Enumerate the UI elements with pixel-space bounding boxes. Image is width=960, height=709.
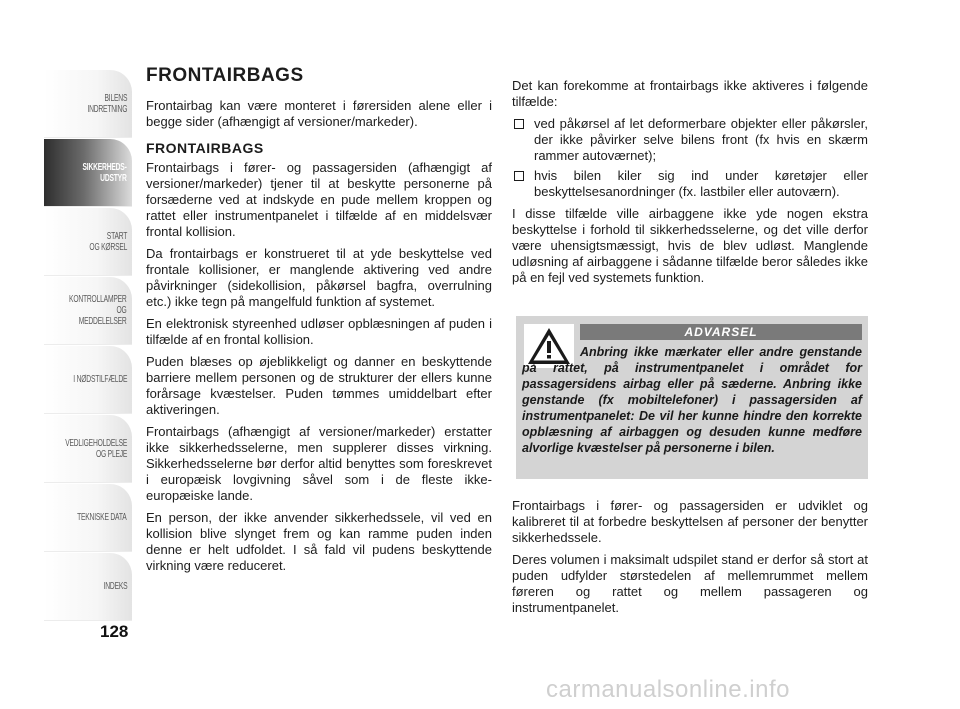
- body-paragraph: Deres volumen i maksimalt udspilet stand er derfor så stort at puden udfylder størstedelen af mellemrummet mellem føreren og rattet og mellem passageren og instrumentpanelet.: [512, 552, 868, 615]
- right-column: [512, 78, 868, 292]
- body-paragraph: En person, der ikke anvender sikkerhedssele, vil ved en kollision blive slynget frem og kan ramme puden inden denne er helt udfoldet. I så fald vil pudens beskyttende virkning være reduceret.: [146, 510, 492, 573]
- body-paragraph: Da frontairbags er konstrueret til at yde beskyttelse ved frontale kollisioner, er manglende aktivering ved andre påvirkninger (sidekollision, påkørsel bagfra, overrulning etc.) ikke tegn på mangelfuld funktion af systemet.: [146, 246, 492, 309]
- watermark: carmanualsonline.info: [546, 676, 790, 703]
- body-paragraph: En elektronisk styreenhed udløser opblæsningen af puden i tilfælde af en frontal kollision.: [146, 316, 492, 347]
- list-item: [512, 116, 868, 164]
- list-item-text: ved påkørsel af let deformerbare objekter eller påkørsler, der ikke påvirker selve bilens front (fx hvis en skærm rammer autoværnet);: [534, 116, 868, 163]
- warning-label: ADVARSEL: [580, 324, 862, 340]
- tab-label-line1: VEDLIGEHOLDELSE: [64, 437, 127, 449]
- tab-vedligeholdelse[interactable]: [44, 415, 132, 483]
- right-paragraph: I disse tilfælde ville airbaggene ikke yde nogen ekstra beskyttelse i forhold til sikkerhedsselerne, og det ville derfor være uhensigtsmæssigt, hvis de blev udløst. Manglende udløsning af airbaggene i sådanne tilfælde beror således ikke på en fejl ved systemets funktion.: [512, 206, 868, 285]
- right-column-bottom: [512, 498, 868, 622]
- tab-label-line1: I NØDSTILFÆLDE: [73, 374, 127, 385]
- chapter-tabs: [44, 70, 132, 622]
- page-number: 128: [100, 622, 129, 641]
- tab-sikkerhedsudstyr[interactable]: [44, 139, 132, 207]
- intro-paragraph: Frontairbag kan være monteret i førersiden alene eller i begge sider (afhængigt af versioner/markeder).: [146, 98, 492, 129]
- tab-label-line1: START: [106, 230, 127, 242]
- list-item: [512, 168, 868, 200]
- body-paragraph: Frontairbags i fører- og passagersiden er udviklet og kalibreret til at forbedre beskyttelsen af personer der benytter sikkerhedssele.: [512, 498, 868, 545]
- checkbox-icon: [514, 171, 524, 181]
- section-title: FRONTAIRBAGS: [146, 65, 304, 86]
- warning-text: Anbring ikke mærkater eller andre genstande på rattet, på instrumentpanelet i området for passagersidens airbag eller på sæderne. Anbring ikke genstande (fx mobiltelefoner) i passagersiden af instrumentpanelet: De vil her kunne hindre den korrekte opblæsning af airbaggen og desuden kunne medføre alvorlige kvæstelser på personerne i bilen.: [522, 345, 862, 455]
- list-item-text: hvis bilen kiler sig ind under køretøjer eller beskyttelsesanordninger (fx. lastbiler eller autoværn).: [534, 168, 868, 199]
- tab-indeks[interactable]: [44, 553, 132, 621]
- tab-bilens-indretning[interactable]: [44, 70, 132, 138]
- tab-label-line2: UDSTYR: [100, 172, 127, 184]
- tab-label-line1: KONTROLLAMPER: [69, 294, 127, 305]
- subheading: FRONTAIRBAGS: [146, 140, 264, 156]
- tab-kontrollamper[interactable]: [44, 277, 132, 345]
- warning-box: [516, 316, 868, 479]
- bullet-list: [512, 116, 868, 200]
- tab-tekniske-data[interactable]: [44, 484, 132, 552]
- tab-label-line1: BILENS: [104, 92, 127, 104]
- tab-label-line2: OG MEDDELELSER: [79, 305, 127, 327]
- tab-label-line1: INDEKS: [103, 581, 127, 592]
- tab-label-line2: OG PLEJE: [95, 448, 127, 460]
- tab-label-line2: OG KØRSEL: [89, 241, 127, 253]
- left-column: [146, 65, 492, 580]
- tab-i-nodstilfaelde[interactable]: [44, 346, 132, 414]
- tab-label-line2: INDRETNING: [87, 103, 127, 115]
- body-paragraph: Frontairbags i fører- og passagersiden (afhængigt af versioner/markeder) tjener til at beskytte personerne på forsæderne ved at indskyde en pude mellem kroppen og rattet eller instrumentpanelet i tilfælde af en middelsvær frontal kollision.: [146, 160, 492, 239]
- body-paragraph: Frontairbags (afhængigt af versioner/markeder) erstatter ikke sikkerhedsselerne, men supplerer disses virkning. Sikkerhedsselerne bør derfor altid benyttes som foreskrevet i europæisk lovgivning såvel som i de fleste ikke-europæiske lande.: [146, 424, 492, 503]
- tab-start-og-korsel[interactable]: [44, 208, 132, 276]
- right-intro: Det kan forekomme at frontairbags ikke aktiveres i følgende tilfælde:: [512, 78, 868, 109]
- body-paragraph: Puden blæses op øjeblikkeligt og danner en beskyttende barriere mellem personen og de strukturer der ellers kunne forårsage kvæstelser. Puden tømmes umiddelbart efter aktiveringen.: [146, 354, 492, 417]
- checkbox-icon: [514, 119, 524, 129]
- tab-label-line1: SIKKERHEDS-: [82, 161, 127, 173]
- tab-label-line1: TEKNISKE DATA: [77, 512, 127, 523]
